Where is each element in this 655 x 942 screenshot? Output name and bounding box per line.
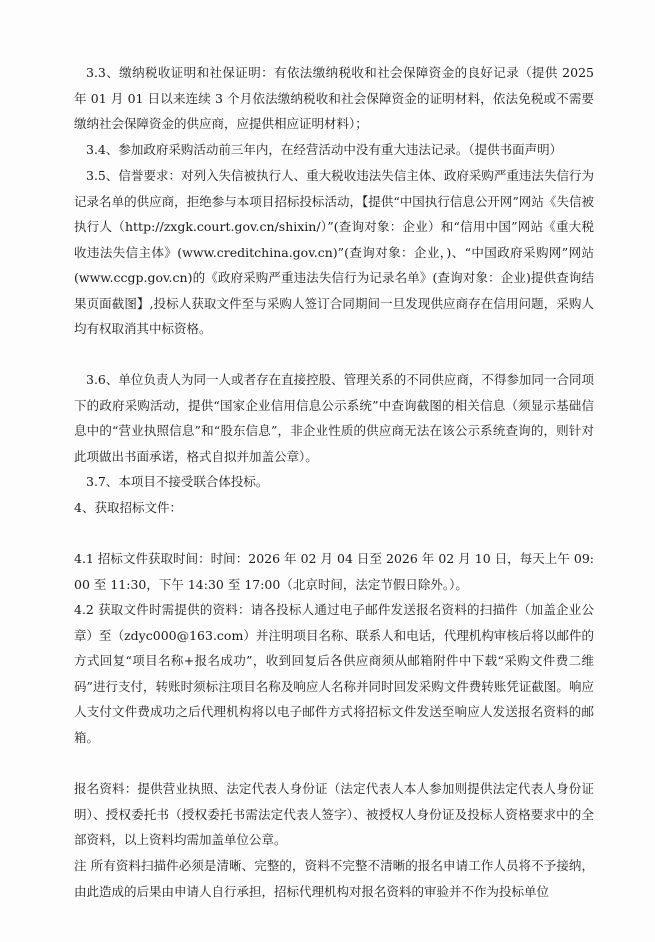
paragraph-tax-social-security: 3.3、缴纳税收证明和社保证明：有依法缴纳税收和社会保障资金的良好记录（提供 2025 年 01 月 01 日以来连续 3 个月依法缴纳税收和社会保障资金的证明材料，依法免税或不需要缴纳社会保障资金的供应商，应提供相应证明材料）； bbox=[74, 65, 594, 131]
section-heading-obtain-documents: 4、获取招标文件： bbox=[74, 500, 182, 515]
paragraph-no-consortium: 3.7、本项目不接受联合体投标。 bbox=[86, 474, 269, 489]
paragraph-registration-materials: 报名资料：提供营业执照、法定代表人身份证（法定代表人本人参加则提供法定代表人身份证明）、授权委托书（授权委托书需法定代表人签字）、被授权人身份证及投标人资格要求中的全部资料，以上资料均需加盖单位公章。 bbox=[74, 781, 594, 847]
paragraph-no-violation-record: 3.4、参加政府采购活动前三年内，在经营活动中没有重大违法记录。（提供书面声明） bbox=[86, 142, 563, 157]
paragraph-required-materials: 4.2 获取文件时需提供的资料：请各投标人通过电子邮件发送报名资料的扫描件（加盖企业公章）至（zdyc000@163.com）并注明项目名称、联系人和电话，代理机构审核后将以邮件的方式回复“项目名称+报名成功”，收到回复后各供应商须从邮箱附件中下载“采购文件费二维码”进行支付，转账时须标注项目名称及响应人名称并同时回发采购文件费转账凭证截图。响应人支付文件费成功之后代理机构将以电子邮件方式将招标文件发送至响应人发送报名资料的邮箱。 bbox=[74, 602, 594, 745]
paragraph-note: 注 所有资料扫描件必须是清晰、完整的，资料不完整不清晰的报名申请工作人员将不予接纳，由此造成的后果由申请人自行承担，招标代理机构对报名资料的审验并不作为投标单位 bbox=[74, 858, 594, 899]
paragraph-credit-requirement: 3.5、信誉要求：对列入失信被执行人、重大税收违法失信主体、政府采购严重违法失信行为记录名单的供应商，拒绝参与本项目招标投标活动，【提供“中国执行信息公开网”网站《失信被执行人（http://zxgk.court.gov.cn/shixin/）”(查询对象：企业）和“信用中国”网站《重大税收违法失信主体》(www.creditchina.gov.cn)”(查询对象：企业，)、“中国政府采购网”网站(www.ccgp.gov.cn)的《政府采购严重违法失信行为记录名单》(查询对象：企业)提供查询结果页面截图】,投标人获取文件至与采购人签订合同期间一旦发现供应商存在信用问题，采购人均有权取消其中标资格。 bbox=[74, 168, 594, 336]
paragraph-obtain-time: 4.1 招标文件获取时间：时间：2026 年 02 月 04 日至 2026 年 02 月 10 日，每天上午 09:00 至 11:30，下午 14:30 至 17:00（北京时间，法定节假日除外。）。 bbox=[74, 551, 594, 592]
paragraph-same-responsible-person: 3.6、单位负责人为同一人或者存在直接控股、管理关系的不同供应商，不得参加同一合同项下的政府采购活动，提供“国家企业信用信息公示系统”中查询截图的相关信息（须显示基础信息中的“营业执照信息”和“股东信息”，非企业性质的供应商无法在该公示系统查询的，则针对此项做出书面承诺，格式自拟并加盖公章）。 bbox=[74, 372, 594, 464]
